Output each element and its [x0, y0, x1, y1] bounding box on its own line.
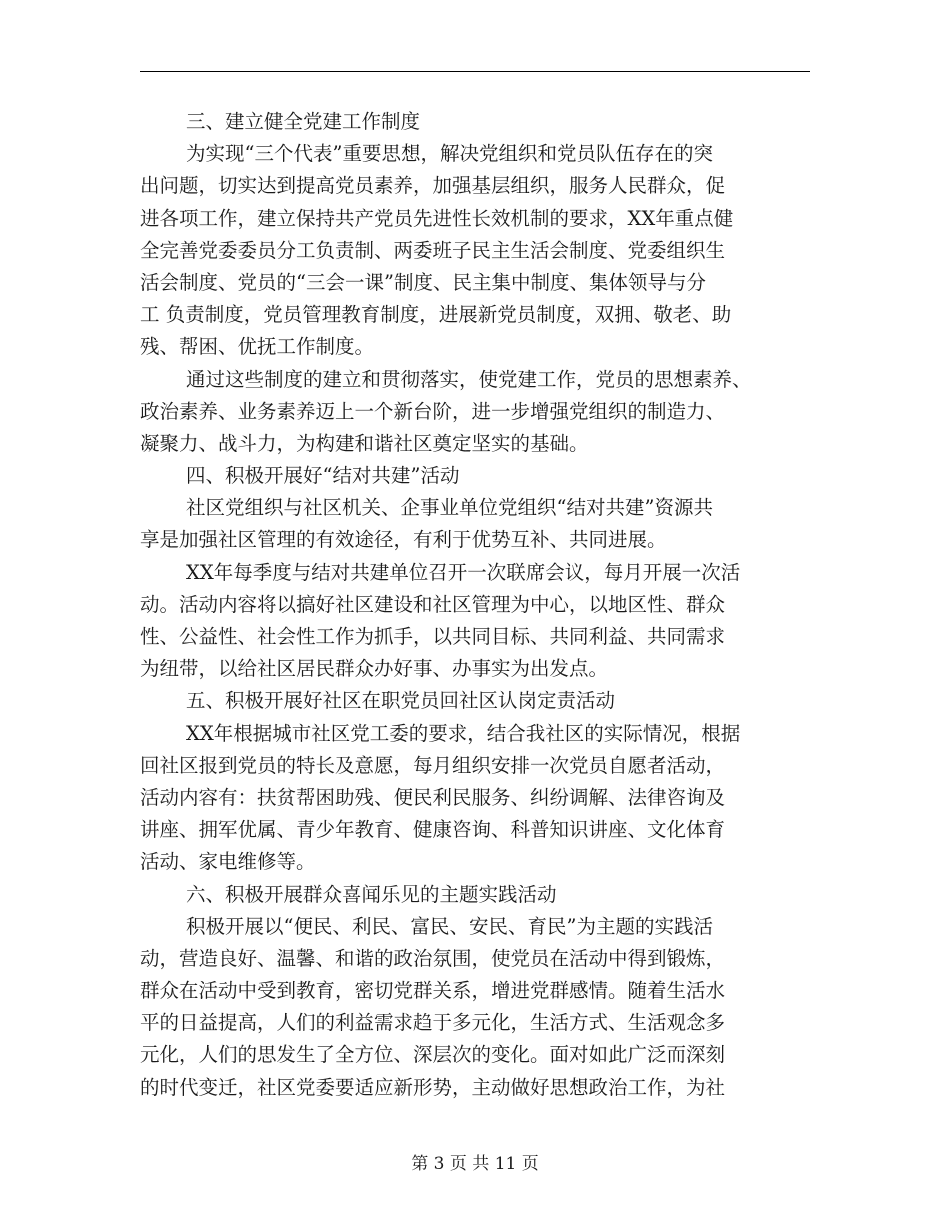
text-line: 动。活动内容将以搞好社区建设和社区管理为中心，以地区性、群众 — [140, 592, 726, 616]
text-line: 出问题，切实达到提高党员素养，加强基层组织，服务人民群众，促 — [140, 174, 726, 198]
text-line: 回社区报到党员的特长及意愿，每月组织安排一次党员自愿者活动， — [140, 753, 726, 777]
text-line: 讲座、拥军优属、青少年教育、健康咨询、科普知识讲座、文化体育 — [140, 818, 726, 842]
text-line: 凝聚力、战斗力，为构建和谐社区奠定坚实的基础。 — [140, 431, 589, 455]
text-line: 的时代变迁，社区党委要适应新形势，主动做好思想政治工作，为社 — [140, 1075, 726, 1099]
body-text — [140, 106, 810, 1104]
text-line: 积极开展以“便民、利民、富民、安民、育民”为主题的实践活 — [186, 914, 713, 938]
text-line: 活动内容有：扶贫帮困助残、便民利民服务、纠纷调解、法律咨询及 — [140, 785, 726, 809]
text-line: 为实现“三个代表”重要思想，解决党组织和党员队伍存在的突 — [186, 142, 713, 166]
text-line: XX年根据城市社区党工委的要求，结合我社区的实际情况，根据 — [186, 721, 741, 745]
text-line: 享是加强社区管理的有效途径，有利于优势互补、共同进展。 — [140, 528, 667, 552]
text-line: 性、公益性、社会性工作为抓手，以共同目标、共同利益、共同需求 — [140, 625, 726, 648]
text-line: 为纽带，以给社区居民群众办好事、办事实为出发点。 — [140, 657, 609, 681]
text-line: 政治素养、业务素养迈上一个新台阶，进一步增强党组织的制造力、 — [140, 399, 726, 423]
text-line: 全完善党委委员分工负责制、两委班子民主生活会制度、党委组织生 — [140, 238, 726, 262]
text-line: 平的日益提高，人们的利益需求趋于多元化，生活方式、生活观念多 — [140, 1011, 726, 1035]
header-rule — [140, 71, 810, 72]
page-number: 第 3 页 共 11 页 — [411, 1154, 539, 1174]
section-heading: 六、积极开展群众喜闻乐见的主题实践活动 — [186, 882, 557, 906]
section-heading: 四、积极开展好“结对共建”活动 — [186, 464, 460, 488]
text-line: 动，营造良好、温馨、和谐的政治氛围，使党员在活动中得到锻炼， — [140, 946, 726, 970]
text-line: 三、建立健全党建工作制度 — [186, 110, 421, 133]
text-line: 工 负责制度，党员管理教育制度，进展新党员制度，双拥、敬老、助 — [140, 303, 732, 327]
text-line: 群众在活动中受到教育，密切党群关系，增进党群感情。随着生活水 — [140, 979, 726, 1003]
text-line: 活会制度、党员的“三会一课”制度、民主集中制度、集体领导与分 — [140, 270, 706, 294]
text-line: 进各项工作，建立保持共产党员先进性长效机制的要求，XX年重点健 — [140, 206, 734, 230]
text-line: 元化，人们的思发生了全方位、深层次的变化。面对如此广泛而深刻 — [140, 1043, 726, 1067]
text-line: 社区党组织与社区机关、企事业单位党组织“结对共建”资源共 — [186, 496, 713, 520]
text-line: 残、帮困、优抚工作制度。 — [140, 335, 375, 359]
section-heading: 五、积极开展好社区在职党员回社区认岗定责活动 — [186, 689, 616, 713]
text-line: 活动、家电维修等。 — [140, 850, 316, 874]
text-line: XX年每季度与结对共建单位召开一次联席会议，每月开展一次活 — [186, 560, 741, 584]
text-line: 通过这些制度的建立和贯彻落实，使党建工作，党员的思想素养、 — [186, 367, 752, 391]
